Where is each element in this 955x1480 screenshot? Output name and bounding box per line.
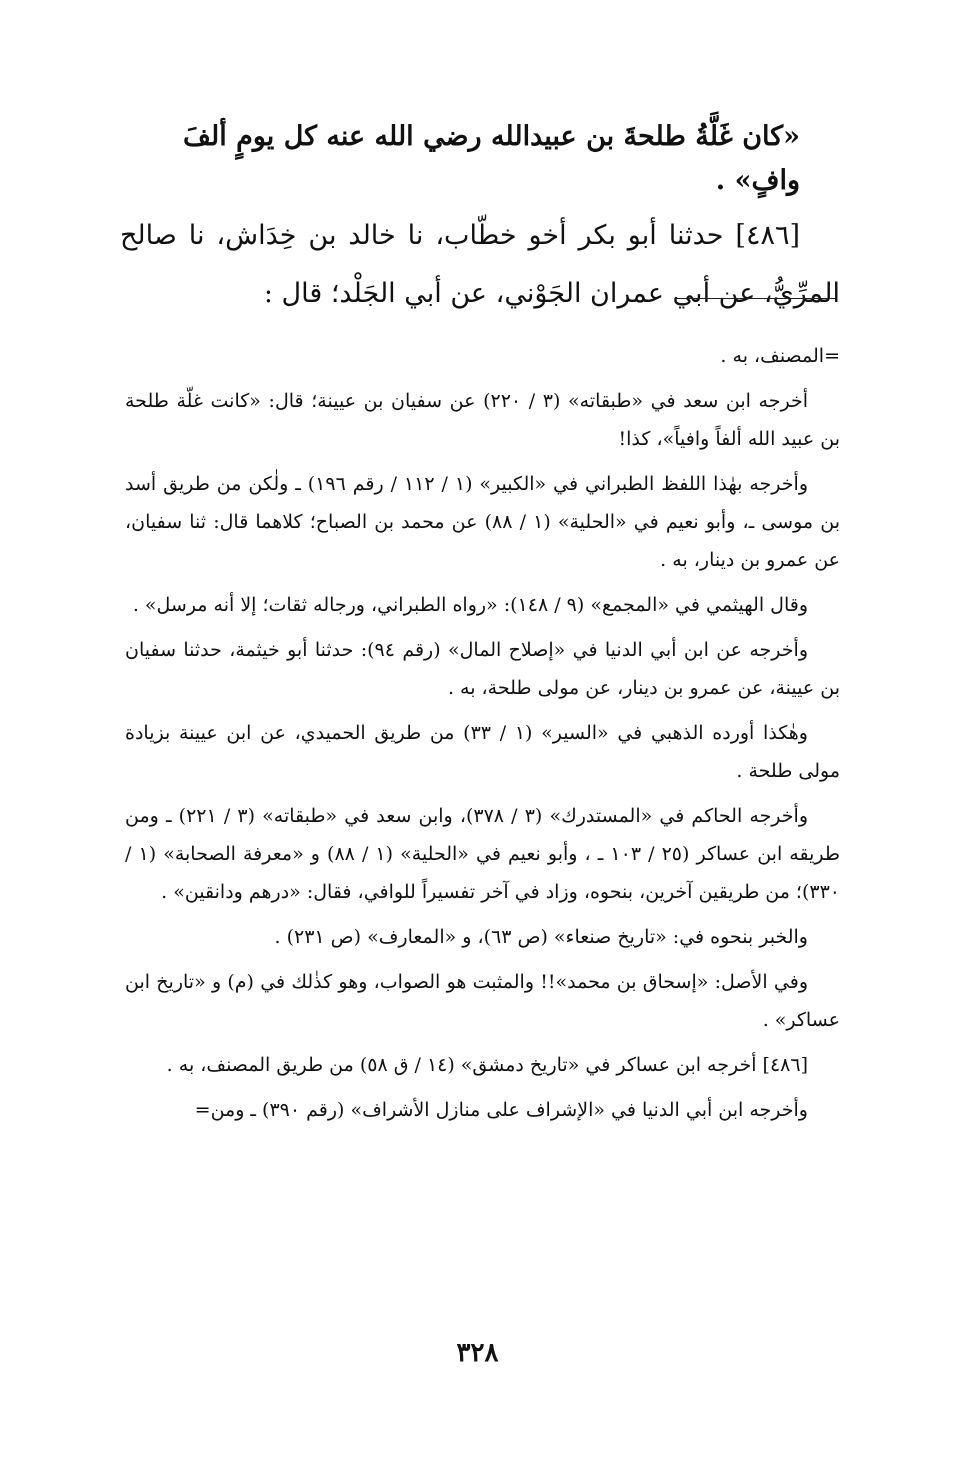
footnote-paragraph: والخبر بنحوه في: «تاريخ صنعاء» (ص ٦٣)، و «المعارف» (ص ٢٣١) .	[274, 926, 808, 948]
footnote-paragraph: وهٰكذا أورده الذهبي في «السير» (١ / ٣٣) من طريق الحميدي، عن ابن عيينة بزيادة مولى طلحة .	[125, 722, 840, 782]
footnote-paragraph: [٤٨٦] أخرجه ابن عساكر في «تاريخ دمشق» (١٤ / ق ٥٨) من طريق المصنف، به .	[166, 1054, 808, 1076]
footnote-paragraph: وأخرجه بهٰذا اللفظ الطبراني في «الكبير» (١ / ١١٢ / رقم ١٩٦) ـ ولٰكن من طريق أسد بن موسى ـ، وأبو نعيم في «الحلية» (١ / ٨٨) عن محمد بن الصباح؛ كلاهما قال: ثنا سفيان، عن عمرو بن دينار، به .	[125, 473, 840, 571]
footnote-paragraph: وفي الأصل: «إسحاق بن محمد»!! والمثبت هو الصواب، وهو كذٰلك في (م) و «تاريخ ابن عساكر» .	[125, 971, 840, 1031]
quoted-narration: «كان غَلَّةُ طلحةَ بن عبيدالله رضي الله عنه كل يومٍ ألفَ وافٍ» .	[183, 121, 800, 196]
page-number: ٣٢٨	[456, 1338, 499, 1368]
footnote-paragraph: وأخرجه عن ابن أبي الدنيا في «إصلاح المال» (رقم ٩٤): حدثنا أبو خيثمة، حدثنا سفيان بن عيينة، عن عمرو بن دينار، عن مولى طلحة، به .	[125, 639, 840, 699]
footnote-paragraph: =المصنف، به .	[720, 345, 840, 367]
footnote-paragraph: وقال الهيثمي في «المجمع» (٩ / ١٤٨): «رواه الطبراني، ورجاله ثقات؛ إلا أنه مرسل» .	[132, 594, 808, 616]
hadith-chain-paragraph: [٤٨٦] حدثنا أبو بكر أخو خطّاب، نا خالد بن خِدَاش، نا صالح المرِّيُّ، عن أبي عمران الجَوْني، عن أبي الجَلْد؛ قال :	[120, 220, 840, 309]
footnote-separator	[675, 298, 835, 299]
footnote-paragraph: وأخرجه الحاكم في «المستدرك» (٣ / ٣٧٨)، وابن سعد في «طبقاته» (٣ / ٢٢١) ـ ومن طريقه ابن عساكر (٢٥ / ١٠٣ ـ ، وأبو نعيم في «الحلية» (١ / ٨٨) و «معرفة الصحابة» (١ / ٣٣٠)؛ من طريقين آخرين، بنحوه، وزاد في آخر تفسيراً للوافي، فقال: «درهم ودانقين» .	[125, 805, 840, 903]
main-text	[120, 115, 840, 323]
footnotes	[125, 337, 840, 1136]
footnote-paragraph: وأخرجه ابن أبي الدنيا في «الإشراف على منازل الأشراف» (رقم ٣٩٠) ـ ومن=	[194, 1099, 808, 1121]
footnote-paragraph: أخرجه ابن سعد في «طبقاته» (٣ / ٢٢٠) عن سفيان بن عيينة؛ قال: «كانت غلّة طلحة بن عبيد الله ألفاً وافياً»، كذا!	[125, 390, 840, 450]
